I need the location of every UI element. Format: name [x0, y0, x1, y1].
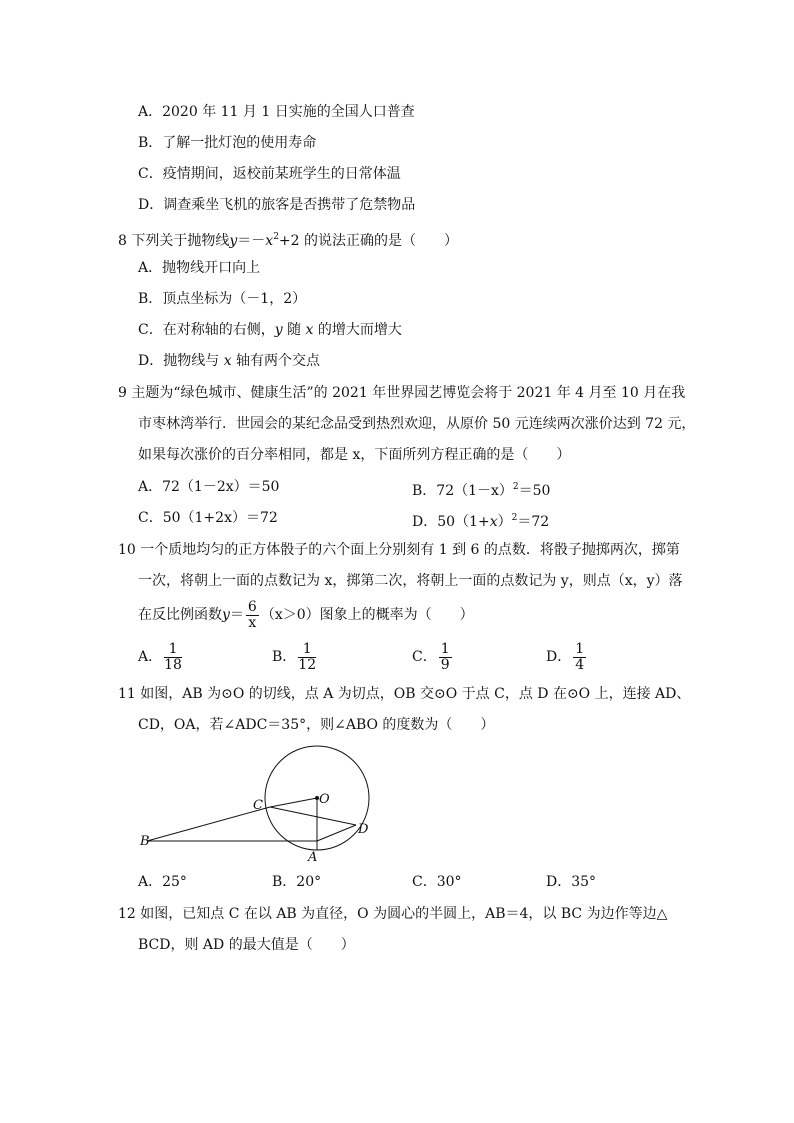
q9-b-text: B．72（1－x） [412, 483, 513, 499]
q12-line-2: BCD，则 AD 的最大值是（ ） [138, 937, 355, 953]
q10-b-fraction [298, 642, 316, 673]
q8-option-c [138, 321, 402, 339]
q11-option-c: C．30° [412, 874, 462, 890]
q10-c-denominator: 9 [440, 656, 450, 673]
q10-d-denominator: 4 [575, 656, 585, 673]
q8-c-text: C．在对称轴的右侧， [138, 322, 275, 338]
q10-a-fraction [164, 642, 182, 673]
label-a: A [308, 850, 318, 865]
q9-option-c: C．50（1+2x）＝72 [138, 510, 278, 526]
segment-cd [270, 807, 356, 825]
q10-var-y: y [222, 607, 230, 623]
q9-option-b [412, 478, 550, 500]
q9-d-exponent: 2 [511, 513, 518, 523]
q8-exponent: 2 [273, 232, 279, 242]
q11-option-a: A．25° [138, 874, 187, 890]
q8-stem-end: +2 的说法正确的是（ ） [278, 233, 459, 249]
q10-d-letter: D． [546, 649, 572, 665]
q9-d-paren: ） [497, 514, 512, 530]
q10-option-c [412, 640, 454, 674]
q11-line-1: 11 如图，AB 为⊙O 的切线，点 A 为切点，OB 交⊙O 于点 C，点 D 在⊙O 上，连接 AD、 [118, 686, 691, 702]
q10-option-d [546, 640, 588, 674]
q8-c-var-x: x [305, 322, 314, 338]
q8-d-end: 轴有两个交点 [231, 353, 321, 369]
q7-option-c: C．疫情期间，返校前某班学生的日常体温 [138, 166, 401, 182]
q10-c-letter: C． [412, 649, 437, 665]
q9-option-d [412, 509, 549, 531]
q8-c-var-y: y [274, 322, 283, 338]
q9-line-3: 如果每次涨价的百分率相同，都是 x，下面所列方程正确的是（ ） [138, 447, 571, 463]
q9-d-end: ＝72 [517, 514, 550, 530]
q10-fraction-numerator: 6 [247, 598, 257, 615]
label-d: D [358, 822, 369, 837]
label-b: B [140, 834, 150, 849]
q11-line-2: CD，OA，若∠ADC＝35°，则∠ABO 的度数为（ ） [138, 717, 495, 733]
q10-b-letter: B． [272, 649, 297, 665]
q10-eq: ＝ [229, 607, 244, 623]
q9-line-2: 市枣林湾举行．世园会的某纪念品受到热烈欢迎，从原价 50 元连续两次涨价达到 72 元， [138, 416, 696, 432]
q8-stem [118, 228, 458, 250]
q7-option-a: A．2020 年 11 月 1 日实施的全国人口普查 [138, 104, 415, 120]
q10-d-fraction [573, 642, 586, 673]
q10-b-numerator: 1 [298, 642, 316, 658]
q10-fraction [246, 600, 259, 631]
q9-d-text: D．50（1+ [412, 514, 490, 530]
q11-geometry-figure [130, 745, 390, 870]
q7-option-b: B．了解一批灯泡的使用寿命 [138, 135, 317, 151]
q9-d-var-x: x [489, 514, 498, 530]
q8-var-x: x [265, 233, 274, 249]
q10-option-a [138, 640, 184, 674]
q11-option-b: B．20° [272, 874, 322, 890]
q8-d-text: D．抛物线与 [138, 353, 224, 369]
q10-line-3 [138, 598, 474, 632]
q8-stem-text: 8 下列关于抛物线 [118, 233, 230, 249]
segment-cb [147, 807, 270, 841]
label-c: C [253, 798, 263, 813]
q10-line-1: 10 一个质地均匀的正方体骰子的六个面上分别刻有 1 到 6 的点数．将骰子抛掷两次，掷第 [118, 542, 680, 558]
label-o: O [319, 792, 330, 807]
q12-line-1: 12 如图，已知点 C 在以 AB 为直径，O 为圆心的半圆上，AB＝4，以 BC 为边作等边△ [118, 906, 668, 922]
q11-option-d: D．35° [546, 874, 597, 890]
q7-option-d: D．调查乘坐飞机的旅客是否携带了危禁物品 [138, 197, 416, 213]
q10-line-2: 一次，将朝上一面的点数记为 x，掷第二次，将朝上一面的点数记为 y，则点（x，y）落 [138, 573, 683, 589]
q10-line3-text: 在反比例函数 [138, 607, 222, 623]
q10-a-denominator: 18 [164, 656, 182, 673]
q8-c-end: 的增大而增大 [313, 322, 402, 338]
q8-stem-eq: ＝－ [237, 233, 266, 249]
q8-option-b: B．顶点坐标为（－1，2） [138, 291, 307, 307]
q8-d-var-x: x [223, 353, 232, 369]
q8-option-a: A．抛物线开口向上 [138, 260, 261, 276]
q10-b-denominator: 12 [298, 656, 317, 673]
q9-b-end: ＝50 [518, 483, 551, 499]
q8-var-y: y [229, 233, 238, 249]
q8-c-mid: 随 [282, 322, 306, 338]
q10-fraction-denominator: x [248, 614, 257, 631]
q10-d-numerator: 1 [575, 640, 585, 657]
q9-line-1: 9 主题为“绿色城市、健康生活”的 2021 年世界园艺博览会将于 2021 年 4 月至 10 月在我 [118, 385, 686, 401]
q9-option-a: A．72（1－2x）＝50 [138, 479, 280, 495]
q10-option-b [272, 640, 318, 674]
q9-b-exponent: 2 [512, 482, 519, 492]
q10-c-fraction [439, 642, 452, 673]
q8-option-d [138, 352, 320, 370]
segment-oc [270, 798, 317, 807]
q10-a-numerator: 1 [164, 642, 182, 658]
q10-line3-end: （x＞0）图象上的概率为（ ） [260, 607, 474, 623]
q10-c-numerator: 1 [440, 640, 450, 657]
q10-a-letter: A． [138, 649, 163, 665]
